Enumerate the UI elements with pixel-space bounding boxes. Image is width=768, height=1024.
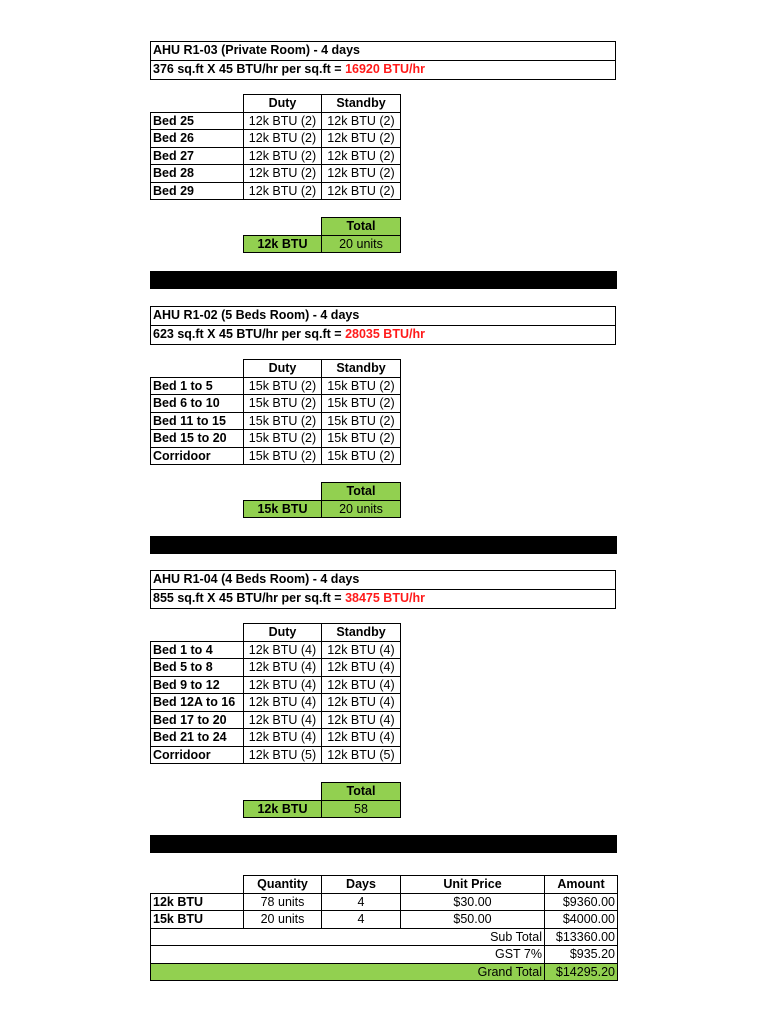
standby-cell: 15k BTU (2) (322, 395, 401, 413)
row-label: Bed 28 (151, 165, 244, 183)
duty-cell: 12k BTU (5) (244, 746, 322, 764)
section-3-calc-result: 38475 BTU/hr (345, 591, 425, 605)
col-days-header: Days (322, 876, 401, 894)
unit-price-cell: $50.00 (401, 911, 545, 929)
section-1-header (150, 41, 616, 80)
col-standby-header: Standby (322, 624, 401, 642)
section-divider (150, 536, 617, 554)
gst-value: $935.20 (545, 946, 618, 964)
standby-cell: 12k BTU (2) (322, 130, 401, 148)
duty-cell: 12k BTU (2) (244, 182, 322, 200)
amount-cell: $9360.00 (545, 893, 618, 911)
standby-cell: 12k BTU (2) (322, 112, 401, 130)
table-header-row (151, 360, 401, 378)
row-label: Bed 25 (151, 112, 244, 130)
row-label: Bed 15 to 20 (151, 430, 244, 448)
section-2-total-table (243, 482, 401, 518)
duty-cell: 15k BTU (2) (244, 430, 322, 448)
col-duty-header: Duty (244, 95, 322, 113)
standby-cell: 12k BTU (4) (322, 694, 401, 712)
row-label: Bed 9 to 12 (151, 676, 244, 694)
table-row (151, 447, 401, 465)
section-3-total-table (243, 782, 401, 818)
table-row (151, 112, 401, 130)
duty-cell: 12k BTU (4) (244, 641, 322, 659)
standby-cell: 12k BTU (4) (322, 641, 401, 659)
table-row (151, 130, 401, 148)
row-label: Bed 17 to 20 (151, 711, 244, 729)
col-unit-price-header: Unit Price (401, 876, 545, 894)
table-row (151, 641, 401, 659)
duty-cell: 12k BTU (4) (244, 694, 322, 712)
row-label: Bed 27 (151, 147, 244, 165)
gst-label: GST 7% (151, 946, 545, 964)
section-2-calc-result: 28035 BTU/hr (345, 327, 425, 341)
section-divider (150, 835, 617, 853)
standby-cell: 12k BTU (2) (322, 147, 401, 165)
duty-cell: 12k BTU (4) (244, 676, 322, 694)
table-row (151, 746, 401, 764)
row-label: Bed 1 to 5 (151, 377, 244, 395)
total-value: 20 units (322, 235, 401, 253)
duty-cell: 12k BTU (4) (244, 659, 322, 677)
section-3-header (150, 570, 616, 609)
duty-cell: 15k BTU (2) (244, 377, 322, 395)
table-row (151, 412, 401, 430)
total-label: 12k BTU (244, 235, 322, 253)
standby-cell: 12k BTU (2) (322, 165, 401, 183)
grand-total-value: $14295.20 (545, 963, 618, 981)
col-duty-header: Duty (244, 624, 322, 642)
section-2-calc (151, 325, 615, 344)
standby-cell: 12k BTU (4) (322, 711, 401, 729)
row-label: Bed 21 to 24 (151, 729, 244, 747)
section-1-calc (151, 60, 615, 79)
duty-cell: 12k BTU (2) (244, 130, 322, 148)
standby-cell: 12k BTU (4) (322, 729, 401, 747)
section-2-header (150, 306, 616, 345)
section-2-calc-formula: 623 sq.ft X 45 BTU/hr per sq.ft = (153, 327, 346, 341)
col-duty-header: Duty (244, 360, 322, 378)
subtotal-label: Sub Total (151, 928, 545, 946)
standby-cell: 12k BTU (2) (322, 182, 401, 200)
standby-cell: 12k BTU (4) (322, 676, 401, 694)
row-label: 12k BTU (151, 893, 244, 911)
standby-cell: 15k BTU (2) (322, 447, 401, 465)
standby-cell: 12k BTU (5) (322, 746, 401, 764)
table-row (151, 659, 401, 677)
row-label: Bed 6 to 10 (151, 395, 244, 413)
section-3-calc-formula: 855 sq.ft X 45 BTU/hr per sq.ft = (153, 591, 346, 605)
section-3-calc (151, 589, 615, 608)
duty-cell: 12k BTU (2) (244, 112, 322, 130)
total-header: Total (322, 783, 401, 801)
quantity-cell: 20 units (244, 911, 322, 929)
gst-row (151, 946, 618, 964)
duty-cell: 12k BTU (2) (244, 147, 322, 165)
table-row (151, 729, 401, 747)
subtotal-value: $13360.00 (545, 928, 618, 946)
total-label: 15k BTU (244, 500, 322, 518)
table-row (151, 147, 401, 165)
col-standby-header: Standby (322, 360, 401, 378)
duty-cell: 12k BTU (4) (244, 711, 322, 729)
total-header: Total (322, 483, 401, 501)
duty-cell: 15k BTU (2) (244, 412, 322, 430)
standby-cell: 15k BTU (2) (322, 430, 401, 448)
standby-cell: 15k BTU (2) (322, 377, 401, 395)
table-header-row (151, 95, 401, 113)
section-2-title: AHU R1-02 (5 Beds Room) - 4 days (153, 308, 360, 322)
row-label: Bed 26 (151, 130, 244, 148)
table-row (151, 377, 401, 395)
col-amount-header: Amount (545, 876, 618, 894)
table-row (151, 430, 401, 448)
total-value: 58 (322, 800, 401, 818)
table-row (151, 911, 618, 929)
table-header-row (151, 624, 401, 642)
row-label: Bed 12A to 16 (151, 694, 244, 712)
section-3-title: AHU R1-04 (4 Beds Room) - 4 days (153, 572, 360, 586)
total-header: Total (322, 218, 401, 236)
section-3-duty-table (150, 623, 401, 764)
row-label: Corridoor (151, 746, 244, 764)
quantity-cell: 78 units (244, 893, 322, 911)
standby-cell: 15k BTU (2) (322, 412, 401, 430)
section-1-calc-result: 16920 BTU/hr (345, 62, 425, 76)
duty-cell: 15k BTU (2) (244, 395, 322, 413)
amount-cell: $4000.00 (545, 911, 618, 929)
table-row (151, 711, 401, 729)
duty-cell: 12k BTU (4) (244, 729, 322, 747)
grand-total-label: Grand Total (151, 963, 545, 981)
table-row (151, 165, 401, 183)
section-divider (150, 271, 617, 289)
days-cell: 4 (322, 893, 401, 911)
total-label: 12k BTU (244, 800, 322, 818)
duty-cell: 12k BTU (2) (244, 165, 322, 183)
row-label: Corridoor (151, 447, 244, 465)
row-label: Bed 29 (151, 182, 244, 200)
duty-cell: 15k BTU (2) (244, 447, 322, 465)
section-1-total-table (243, 217, 401, 253)
row-label: 15k BTU (151, 911, 244, 929)
summary-table (150, 875, 618, 981)
section-1-calc-formula: 376 sq.ft X 45 BTU/hr per sq.ft = (153, 62, 346, 76)
section-2-duty-table (150, 359, 401, 465)
table-row (151, 676, 401, 694)
summary-header-row (151, 876, 618, 894)
table-row (151, 182, 401, 200)
table-row (151, 694, 401, 712)
unit-price-cell: $30.00 (401, 893, 545, 911)
days-cell: 4 (322, 911, 401, 929)
total-value: 20 units (322, 500, 401, 518)
col-quantity-header: Quantity (244, 876, 322, 894)
grand-total-row (151, 963, 618, 981)
col-standby-header: Standby (322, 95, 401, 113)
row-label: Bed 5 to 8 (151, 659, 244, 677)
standby-cell: 12k BTU (4) (322, 659, 401, 677)
table-row (151, 893, 618, 911)
row-label: Bed 1 to 4 (151, 641, 244, 659)
section-1-title: AHU R1-03 (Private Room) - 4 days (153, 43, 361, 57)
section-1-duty-table (150, 94, 401, 200)
subtotal-row (151, 928, 618, 946)
table-row (151, 395, 401, 413)
row-label: Bed 11 to 15 (151, 412, 244, 430)
